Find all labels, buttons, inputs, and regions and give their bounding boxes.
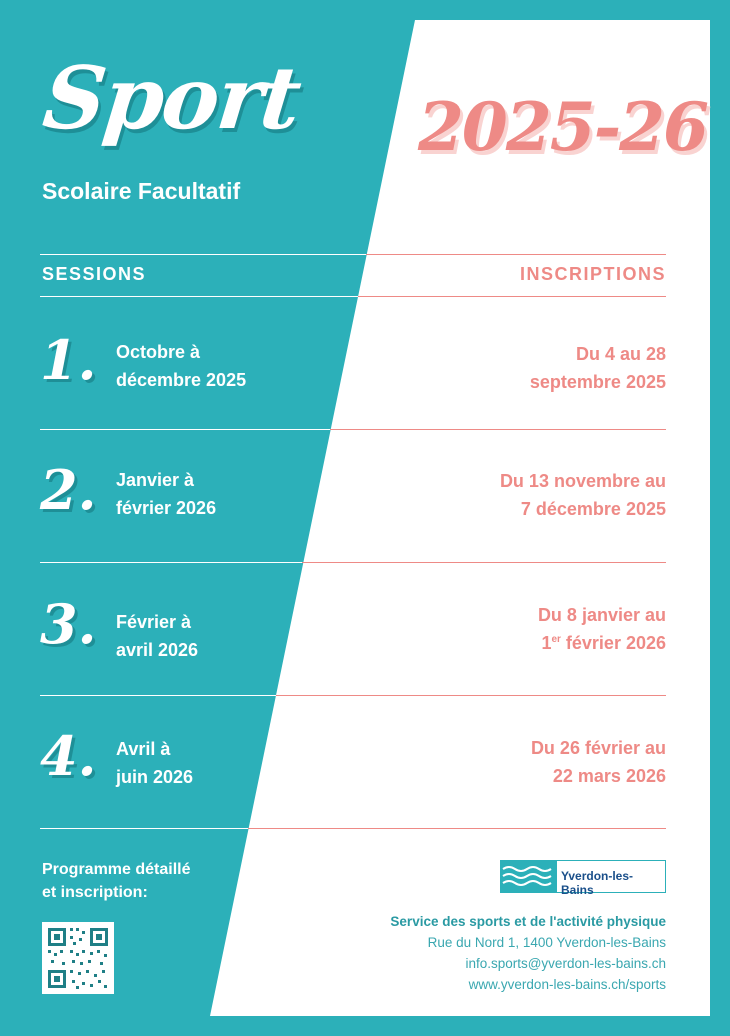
- logo-text: Yverdon-les-Bains: [561, 869, 634, 897]
- yverdon-logo: [500, 860, 666, 897]
- divider: [40, 828, 248, 829]
- inscription-dates-3: [538, 601, 666, 657]
- session-number-4: 4.: [40, 724, 97, 788]
- divider: [40, 695, 276, 696]
- session-period-2: [116, 466, 216, 522]
- session-period-line: avril 2026: [116, 640, 199, 660]
- program-info: [42, 858, 191, 904]
- inscription-month: février 2026: [560, 633, 666, 653]
- divider: [302, 562, 666, 563]
- divider: [358, 296, 666, 297]
- inscription-line: 7 décembre 2025: [520, 499, 666, 519]
- session-period-line: Octobre à: [116, 342, 201, 362]
- service-name: Service des sports et de l'activité physique: [390, 914, 666, 929]
- inscription-line: septembre 2025: [529, 372, 666, 392]
- program-line: Programme détaillé: [42, 861, 191, 878]
- divider: [330, 429, 666, 430]
- contact-block: [390, 911, 666, 995]
- session-period-line: Février à: [116, 612, 192, 632]
- divider: [40, 254, 366, 255]
- divider: [40, 562, 302, 563]
- inscription-line: Du 4 au 28: [575, 344, 666, 364]
- divider: [276, 695, 666, 696]
- waves-icon: [501, 861, 557, 892]
- inscription-dates-2: [500, 467, 666, 523]
- website-link[interactable]: www.yverdon-les-bains.ch/sports: [468, 977, 666, 992]
- session-number-2: 2.: [40, 458, 97, 522]
- session-period-line: Janvier à: [116, 470, 195, 490]
- session-period-line: juin 2026: [116, 767, 194, 787]
- session-period-3: [116, 608, 198, 664]
- inscription-line: Du 8 janvier au: [537, 605, 666, 625]
- title-sport: Sport: [38, 48, 304, 149]
- session-number-1: 1.: [40, 328, 97, 392]
- divider: [40, 296, 358, 297]
- program-line: et inscription:: [42, 884, 148, 901]
- subtitle: Scolaire Facultatif: [42, 178, 241, 204]
- school-year: 2025-26: [418, 88, 707, 166]
- session-period-line: février 2026: [116, 498, 217, 518]
- session-period-line: Avril à: [116, 739, 171, 759]
- qr-code-icon[interactable]: [42, 922, 114, 994]
- inscription-line: Du 26 février au: [530, 738, 666, 758]
- divider: [366, 254, 666, 255]
- inscription-line: Du 13 novembre au: [499, 471, 666, 491]
- session-number-3: 3.: [40, 592, 97, 656]
- inscription-line: [538, 629, 666, 657]
- session-period-4: [116, 735, 193, 791]
- divider: [40, 429, 330, 430]
- address: Rue du Nord 1, 1400 Yverdon-les-Bains: [427, 935, 666, 950]
- inscription-dates-4: [531, 734, 666, 790]
- divider: [248, 828, 666, 829]
- inscription-dates-1: [530, 340, 666, 396]
- session-period-line: décembre 2025: [116, 370, 247, 390]
- session-period-1: [116, 338, 246, 394]
- ordinal-suffix: er: [551, 634, 561, 645]
- email-link[interactable]: info.sports@yverdon-les-bains.ch: [465, 956, 666, 971]
- inscription-day: 1: [541, 633, 552, 653]
- inscription-line: 22 mars 2026: [552, 766, 666, 786]
- inscriptions-header: INSCRIPTIONS: [519, 264, 666, 284]
- sessions-header: SESSIONS: [42, 264, 147, 284]
